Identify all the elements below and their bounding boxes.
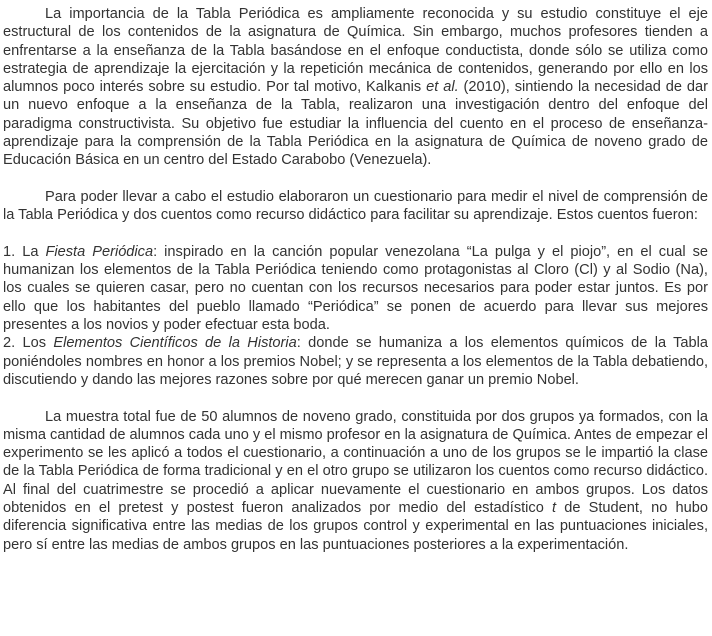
italic-text-run: et al. bbox=[426, 79, 459, 96]
italic-text-run: Fiesta Periódica bbox=[45, 243, 154, 260]
text-run: : inspirado en la canción popular venezolana “La pulga y el piojo”, en el cual se humanizan los elementos de la Tabla Periódica teniendo como protagonistas al Cloro (Cl) y al Sodio (Na), los cuales se quieren casar, pero no cuentan con los recursos necesarios para poder estar juntos. Es por ello que los habitantes del pueblo llamado “Periódica” se ponen de acuerdo para llevar sus mejores presentes a los novios y poder efectuar esta boda. bbox=[3, 243, 709, 334]
italic-text-run: Elementos Científicos de la Historia bbox=[53, 335, 297, 352]
text-run: 1. La bbox=[3, 243, 46, 260]
text-run: 2. Los bbox=[3, 335, 54, 352]
text-run: Para poder llevar a cabo el estudio elaboraron un cuestionario para medir el nivel de comprensión de la Tabla Periódica y dos cuentos como recurso didáctico para facilitar su aprendizaje. Estos cuentos fueron: bbox=[3, 188, 708, 224]
list-item bbox=[3, 243, 708, 334]
list-item bbox=[3, 334, 708, 389]
paragraph bbox=[3, 408, 708, 554]
text-run: : donde se humaniza a los elementos químicos de la Tabla poniéndoles nombres en honor a los premios Nobel; y se representa a los elementos de la Tabla debatiendo, discutiendo y dando las mejores razones sobre por qué merecen ganar un premio Nobel. bbox=[3, 335, 709, 388]
text-run: La importancia de la Tabla Periódica es ampliamente reconocida y su estudio constituye el eje estructural de los contenidos de la asignatura de Química. Sin embargo, muchos profesores tienden a enfrentarse a la enseñanza de la Tabla basándose en el enfoque conductista, donde sólo se utiliza como estrategia de aprendizaje la ejercitación y la repetición mecánica de contenidos, generando por ello en los alumnos poco interés sobre su estudio. Por tal motivo, Kalkanis bbox=[3, 6, 708, 96]
text-run: (2010), sintiendo la necesidad de dar un nuevo enfoque a la enseñanza de la Tabla, realizaron una investigación dentro del enfoque del paradigma constructivista. Su objetivo fue estudiar la influencia del cuento en el proceso de enseñanza-aprendizaje para la comprensión de la Tabla Periódica en la asignatura de Química de noveno grado de Educación Básica en un centro del Estado Carabobo (Venezuela). bbox=[3, 79, 708, 169]
paragraph bbox=[3, 188, 708, 225]
italic-text-run: t bbox=[552, 500, 557, 517]
paragraph bbox=[3, 5, 708, 170]
text-run: La muestra total fue de 50 alumnos de noveno grado, constituida por dos grupos ya formados, con la misma cantidad de alumnos cada uno y el mismo profesor en la asignatura de Química. Antes de empezar el experimento se les aplicó a todos el cuestionario, a continuación a uno de los grupos se le impartió la clase de la Tabla Periódica de forma tradicional y en el otro grupo se utilizaron los cuentos como recurso didáctico. Al final del cuatrimestre se procedió a aplicar nuevamente el cuestionario en ambos grupos. Los datos obtenidos en el pretest y postest fueron analizados por medio del estadístico bbox=[3, 408, 708, 517]
text-run: de Student, no hubo diferencia significativa entre las medias de los grupos control y experimental en las puntuaciones iniciales, pero sí entre las medias de ambos grupos en las puntuaciones posteriores a la experimentación. bbox=[3, 500, 708, 553]
